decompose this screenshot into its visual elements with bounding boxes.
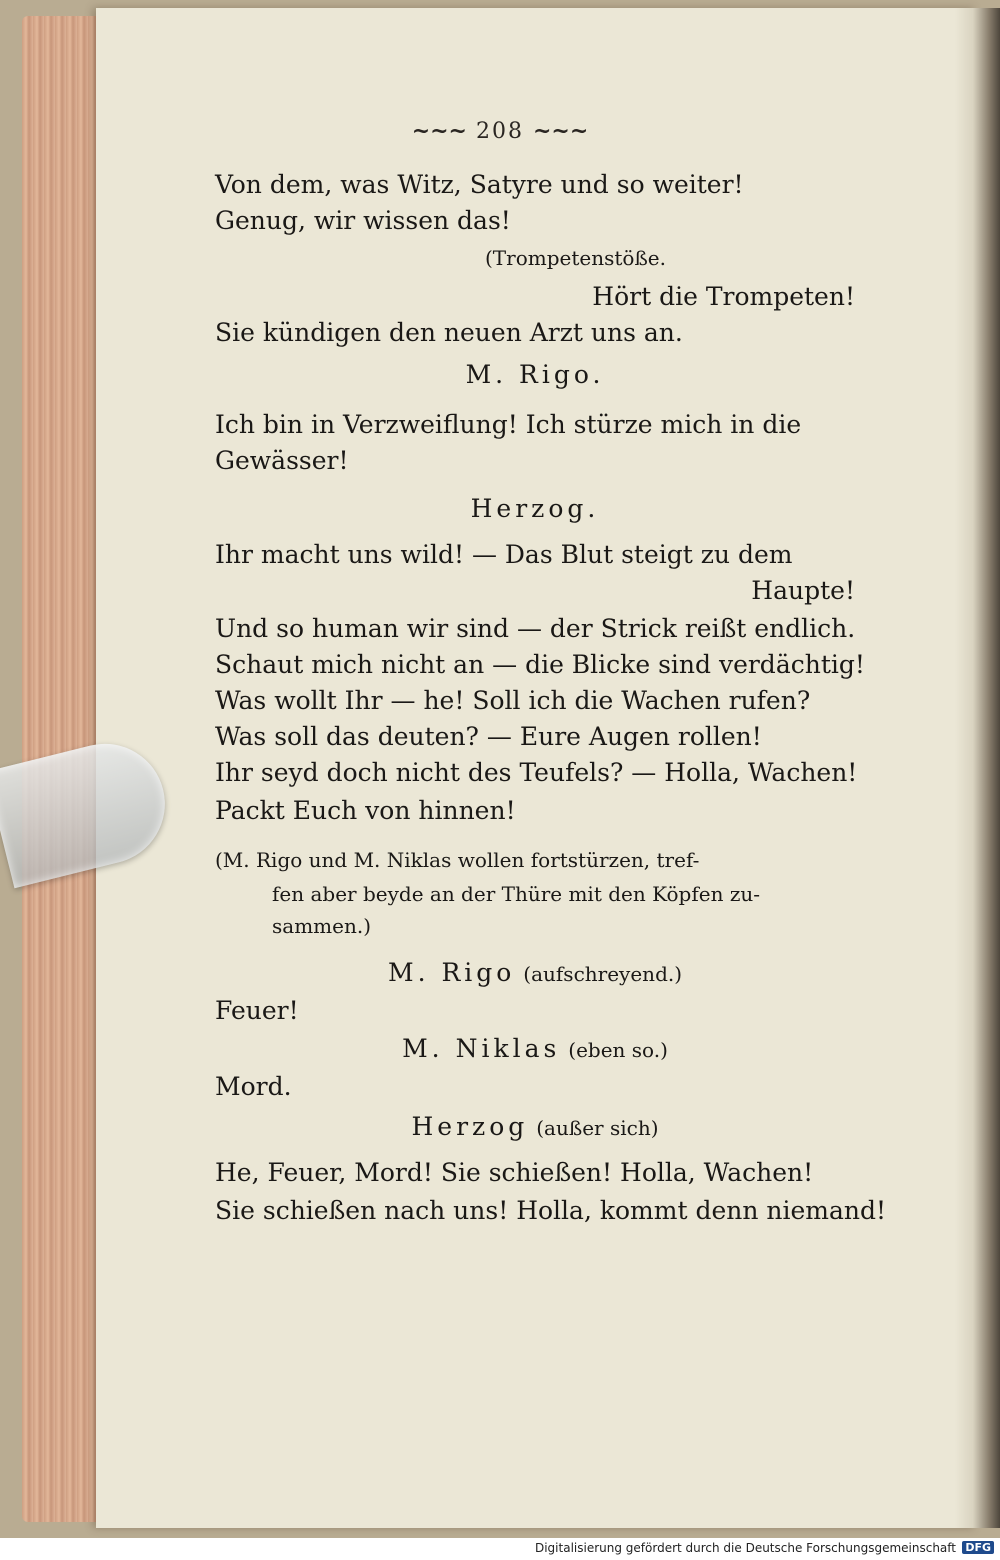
header-ornament-left: ~~~: [411, 118, 467, 144]
text-line: Ihr seyd doch nicht des Teufels? — Holla, Wachen!: [215, 758, 858, 787]
text-line: Haupte!: [751, 576, 855, 605]
text-line: Ich bin in Verzweiflung! Ich stürze mich in die: [215, 410, 802, 439]
dfg-logo: DFG: [962, 1541, 994, 1554]
speaker-heading: [215, 958, 855, 987]
header-ornament-right: ~~~: [533, 118, 589, 144]
stage-direction: sammen.): [272, 914, 371, 938]
text-line: Genug, wir wissen das!: [215, 206, 511, 235]
speaker-heading: [215, 1034, 855, 1063]
text-line: Sie schießen nach uns! Holla, kommt denn niemand!: [215, 1196, 887, 1225]
speaker-heading: [215, 1112, 855, 1141]
speaker-name: M. Rigo: [387, 958, 516, 987]
speaker-direction: (außer sich): [536, 1116, 659, 1140]
stage-direction: (M. Rigo und M. Niklas wollen fortstürzen, tref-: [215, 848, 700, 872]
text-line: Was soll das deuten? — Eure Augen rollen!: [215, 722, 762, 751]
text-line: Mord.: [215, 1072, 292, 1101]
speaker-direction: (aufschreyend.): [523, 962, 683, 986]
text-line: Packt Euch von hinnen!: [215, 796, 516, 825]
text-line: Was wollt Ihr — he! Soll ich die Wachen rufen?: [215, 686, 811, 715]
page-number: 208: [476, 119, 524, 144]
text-line: Feuer!: [215, 996, 299, 1025]
footer-credit: Digitalisierung gefördert durch die Deutsche Forschungsgemeinschaft: [534, 1541, 956, 1555]
speaker-direction: (eben so.): [568, 1038, 668, 1062]
page-header: [0, 118, 1000, 144]
stage-direction: (Trompetenstöße.: [485, 246, 666, 270]
text-line: Sie kündigen den neuen Arzt uns an.: [215, 318, 683, 347]
text-line: Schaut mich nicht an — die Blicke sind verdächtig!: [215, 650, 865, 679]
text-line: Von dem, was Witz, Satyre und so weiter!: [215, 170, 744, 199]
text-line: Hört die Trompeten!: [592, 282, 855, 311]
text-line: Und so human wir sind — der Strick reißt endlich.: [215, 614, 856, 643]
text-line: He, Feuer, Mord! Sie schießen! Holla, Wachen!: [215, 1158, 814, 1187]
speaker-name: Herzog.: [470, 494, 600, 523]
text-line: Gewässer!: [215, 446, 349, 475]
footer-bar: [0, 1538, 1000, 1560]
speaker-name: M. Niklas: [402, 1034, 561, 1063]
book-gutter: [955, 8, 1000, 1528]
speaker-name: M. Rigo.: [465, 360, 605, 389]
text-line: Ihr macht uns wild! — Das Blut steigt zu dem: [215, 540, 793, 569]
speaker-name: Herzog: [411, 1112, 529, 1141]
stage-direction: fen aber beyde an der Thüre mit den Köpfen zu-: [272, 882, 760, 906]
